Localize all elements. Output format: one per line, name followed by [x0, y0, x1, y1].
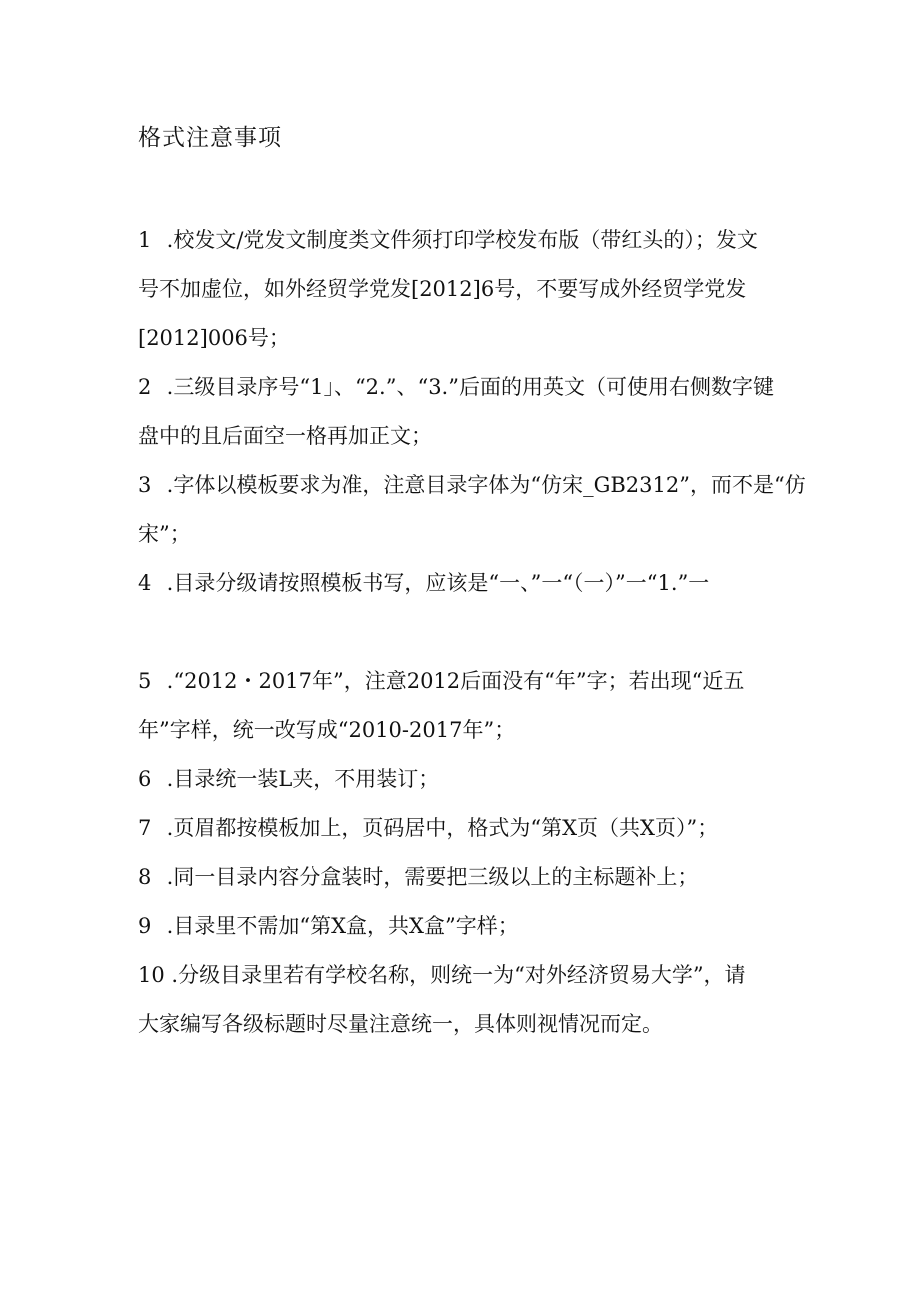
list-item-1 — [138, 216, 788, 363]
item-number: 7 — [138, 816, 152, 840]
item-number: 3 — [138, 473, 152, 497]
item-number: 6 — [138, 767, 152, 791]
item-text: .目录分级请按照模板书写，应该是“一、”一“（一）”一“1.”一 — [160, 571, 710, 595]
item-number: 4 — [138, 571, 152, 595]
item-number: 9 — [138, 914, 152, 938]
item-text: .同一目录内容分盒装时，需要把三级以上的主标题补上； — [160, 865, 699, 889]
list-item-line — [138, 804, 788, 853]
list-item-2 — [138, 363, 788, 461]
list-item-4 — [138, 559, 788, 608]
list-item-7 — [138, 804, 788, 853]
list-item-line — [138, 853, 788, 902]
list-item-10 — [138, 951, 788, 1049]
item-number: 10 — [138, 963, 165, 987]
list-item-line — [138, 363, 788, 412]
item-text: .页眉都按模板加上，页码居中，格式为“第X页（共X页）”； — [160, 816, 719, 840]
item-number: 5 — [138, 669, 152, 693]
item-number: 1 — [138, 228, 152, 252]
item-number: 8 — [138, 865, 152, 889]
item-text: .目录统一装L夹，不用装订； — [160, 767, 440, 791]
list-item-line — [138, 902, 788, 951]
list-item-line — [138, 461, 806, 510]
list-item-line: 号不加虚位，如外经贸学党发[2012]6号，不要写成外经贸学党发 — [138, 277, 747, 301]
list-item-line — [138, 216, 788, 265]
item-text: .三级目录序号“1」、“2.”、“3.”后面的用英文（可使用右侧数字键 — [160, 375, 774, 399]
list-item-3 — [138, 461, 806, 559]
list-item-line: 盘中的且后面空一格再加正文； — [138, 424, 432, 448]
list-item-line: 宋”； — [138, 522, 191, 546]
list-item-line — [138, 657, 788, 706]
item-number: 2 — [138, 375, 152, 399]
page-title: 格式注意事项 — [138, 125, 282, 151]
list-item-line — [138, 755, 788, 804]
item-text: .校发文/党发文制度类文件须打印学校发布版（带红头的）；发文 — [160, 228, 758, 252]
item-text: .目录里不需加“第X盒，共X盒”字样； — [160, 914, 519, 938]
item-text: .分级目录里若有学校名称，则统一为“对外经济贸易大学”，请 — [164, 963, 746, 987]
list-item-line: 年”字样，统一改写成“2010-2017年”； — [138, 718, 516, 742]
list-item-5 — [138, 657, 788, 755]
item-text: .“2012・2017年”，注意2012后面没有“年”字；若出现“近五 — [160, 669, 745, 693]
list-item-line — [138, 559, 788, 608]
list-item-line — [138, 951, 788, 1000]
list-item-line: 大家编写各级标题时尽量注意统一，具体则视情况而定。 — [138, 1012, 663, 1036]
list-item-8 — [138, 853, 788, 902]
notice-list — [138, 216, 806, 1049]
item-text: .字体以模板要求为准，注意目录字体为“仿宋_GB2312”，而不是“仿 — [160, 473, 806, 497]
list-item-6 — [138, 755, 788, 804]
list-item-9 — [138, 902, 788, 951]
list-item-line: [2012]006号； — [138, 326, 290, 350]
